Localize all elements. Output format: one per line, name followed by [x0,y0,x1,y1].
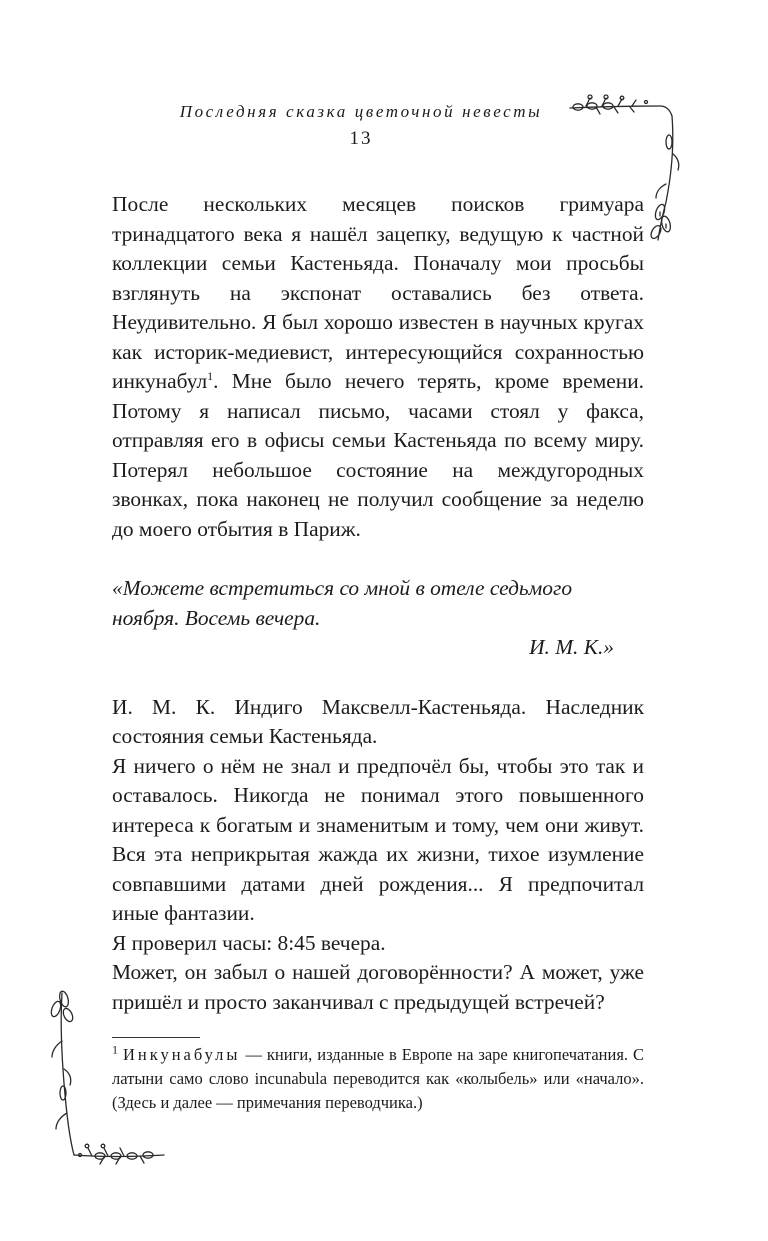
running-title: Последняя сказка цветочной невесты [179,102,543,121]
body-text [112,190,644,1017]
quote-signature: И. М. К.» [529,635,614,659]
footnote-text: — книги, изданные в Европе на заре книгопечатания. С латыни само слово incunabula переводится как «колыбель» или «начало». (Здесь и далее — примечания переводчика.) [112,1045,644,1112]
footnote-term: Инкунабулы [122,1045,241,1064]
quote-line: «Можете встретиться со мной в отеле седьмого [112,576,573,600]
floral-sprig-icon [40,985,170,1165]
paragraph: Я проверил часы: 8:45 вечера. [112,930,386,955]
quote-line: ноября. Восемь вечера. [112,605,321,630]
paragraph: После нескольких месяцев поисков гримуара тринадцатого века я нашёл зацепку, ведущую к частной коллекции семьи Кастеньяда. Поначалу мои просьбы взглянуть на экспонат оставались без ответа. Неудивительно. Я был хорошо известен в научных кругах как историк-медиевист, интересующийся сохранностью инкунабул$^1$. Мне было нечего терять, кроме времени. Потому я написал письмо, часами стоял у факса, отправляя его в офисы семьи Кастеньяда по всему миру. Потерял небольшое состояние на междугородных звонках, пока наконец не получил сообщение за неделю до моего отбытия в Париж. [112,192,644,541]
paragraph: Я ничего о нём не знал и предпочёл бы, чтобы это так и оставалось. Никогда не понимал этого повышенного интереса к богатым и знаменитым и тому, чем они живут. Вся эта неприкрытая жажда их жизни, тихое изумление совпавшими датами дней рождения... Я предпочитал иные фантазии. [112,753,644,925]
page-number: 13 [349,128,373,149]
footnote [112,1043,644,1115]
paragraph: Может, он забыл о нашей договорённости? А может, уже пришёл и просто заканчивал с предыдущей встречей? [112,960,644,1014]
quote-block [112,574,644,663]
footnote-reference: 1 [207,368,214,383]
paragraph: И. М. К. Индиго Максвелл-Кастеньяда. Наследник состояния семьи Кастеньяда. [112,694,644,748]
footnote-mark: 1 [112,1042,118,1057]
